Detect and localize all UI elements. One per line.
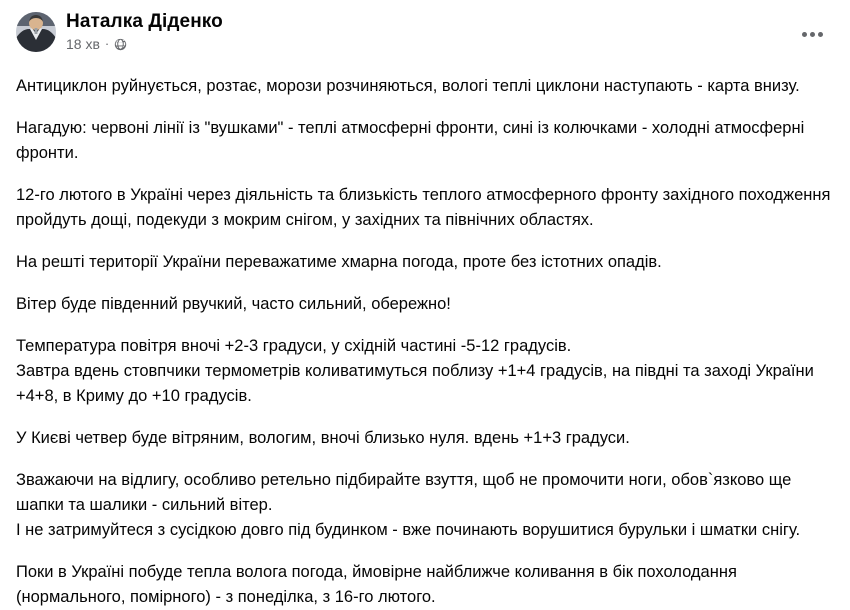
author-block	[66, 10, 223, 52]
author-name[interactable]: Наталка Діденко	[66, 11, 223, 32]
post-timestamp[interactable]: 18 хв	[66, 36, 100, 52]
post-paragraph: Нагадую: червоні лінії із "вушками" - теплі атмосферні фронти, сині із колючками - холодні атмосферні фронти.	[16, 119, 809, 162]
post-paragraph: Вітер буде південний рвучкий, часто сильний, обережно!	[16, 295, 451, 313]
dot	[802, 32, 807, 37]
more-options-icon[interactable]	[794, 16, 830, 52]
post-paragraph: 12-го лютого в Україні через діяльність та близькість теплого атмосферного фронту західного походження пройдуть дощі, подекуди з мокрим снігом, у західних та північних областях.	[16, 186, 835, 229]
meta-separator: ·	[104, 36, 110, 51]
avatar[interactable]	[16, 12, 56, 52]
post-meta	[66, 36, 223, 52]
post-paragraph: Завтра вдень стовпчики термометрів коливатимуться поблизу +1+4 градусів, на півдні та заході України +4+8, в Криму до +10 градусів.	[16, 362, 819, 405]
dot	[818, 32, 823, 37]
post-paragraph: Зважаючи на відлигу, особливо ретельно підбирайте взуття, щоб не промочити ноги, обов`язково ще шапки та шалики - сильний вітер.	[16, 471, 796, 514]
post-paragraph: І не затримуйтеся з сусідкою довго під будинком - вже починають ворушитися бурульки і шматки снігу.	[16, 521, 801, 539]
post-text	[16, 66, 834, 610]
dot	[810, 32, 815, 37]
post-paragraph: У Києві четвер буде вітряним, вологим, вночі близько нуля. вдень +1+3 градуси.	[16, 429, 630, 447]
avatar-image	[16, 12, 56, 52]
post-paragraph: Антициклон руйнується, розтає, морози розчиняються, вологі теплі циклони наступають - карта внизу.	[16, 77, 800, 95]
post-paragraph: На решті території України переважатиме хмарна погода, проте без істотних опадів.	[16, 253, 662, 271]
post-header	[16, 10, 834, 66]
globe-icon[interactable]	[114, 38, 127, 51]
post-paragraph: Температура повітря вночі +2-3 градуси, у східній частині -5-12 градусів.	[16, 337, 572, 355]
post-paragraph: Поки в Україні побуде тепла волога погода, ймовірне найближче коливання в бік похолодання (нормального, помірного) - з понеділка, з 16-го лютого.	[16, 563, 742, 606]
